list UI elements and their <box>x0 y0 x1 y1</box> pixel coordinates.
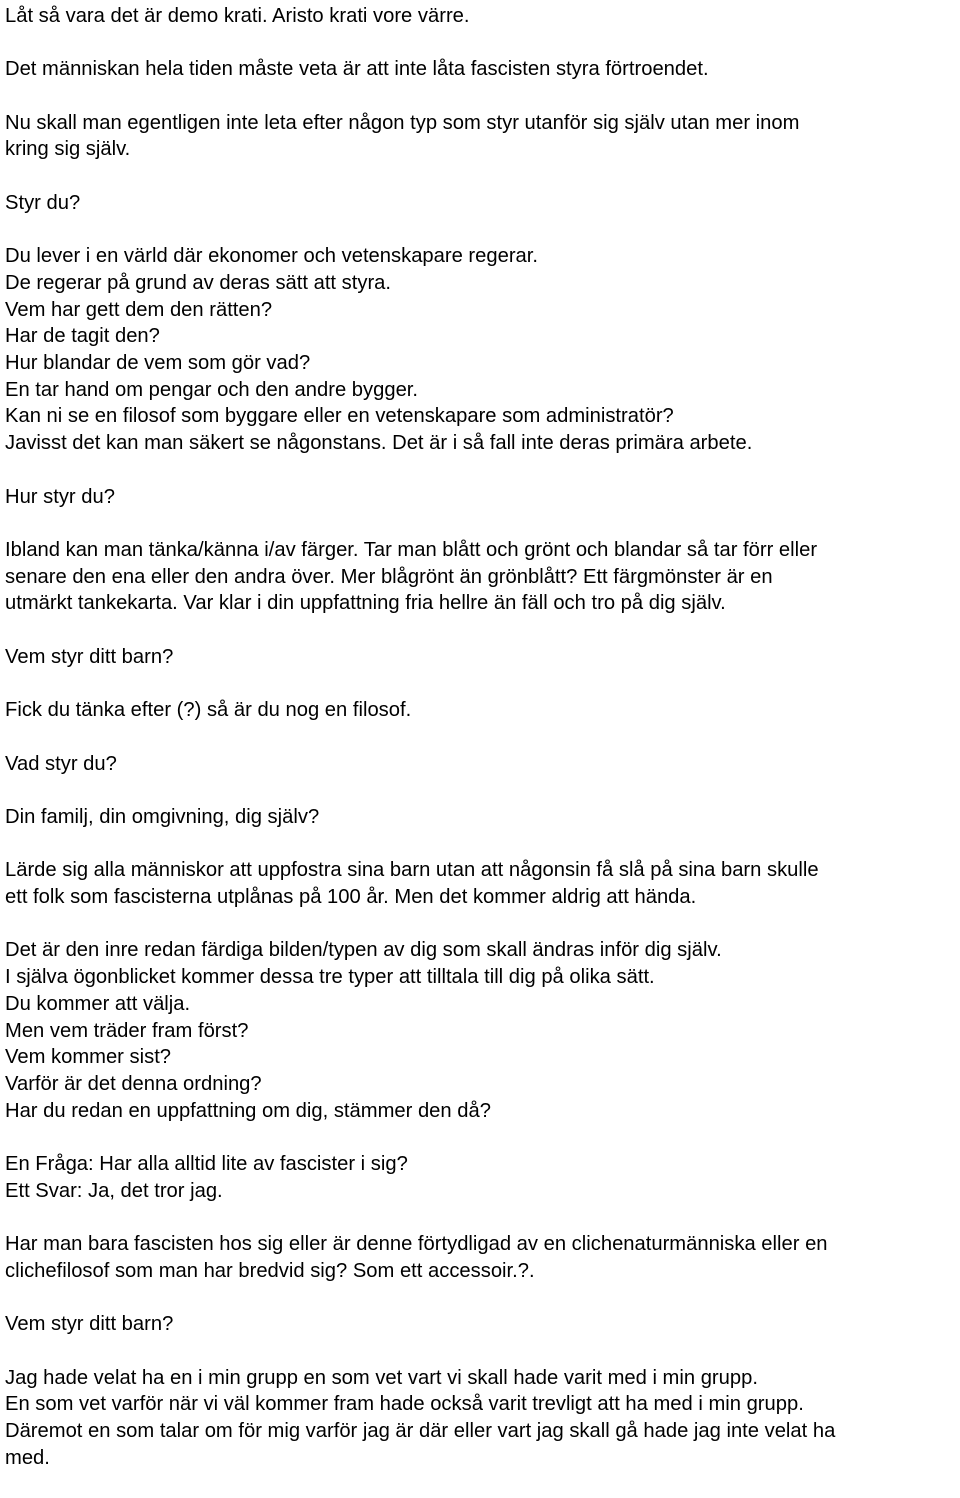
paragraph <box>5 644 955 671</box>
text-line: Har du redan en uppfattning om dig, stämmer den då? <box>5 1099 491 1122</box>
text-line: Varför är det denna ordning? <box>5 1072 262 1095</box>
text-line: kring sig själv. <box>5 138 131 161</box>
text-line: med. <box>5 1446 50 1469</box>
text-line: Nu skall man egentligen inte leta efter någon typ som styr utanför sig själv utan mer inom <box>5 111 800 134</box>
paragraph <box>5 937 955 1124</box>
paragraph <box>5 537 955 617</box>
paragraph <box>5 751 955 778</box>
text-line: Däremot en som talar om för mig varför jag är där eller vart jag skall gå hade jag inte velat ha <box>5 1420 836 1443</box>
text-line: Javisst det kan man säkert se någonstans. Det är i så fall inte deras primära arbete. <box>5 432 753 455</box>
text-line: Vem styr ditt barn? <box>5 645 174 668</box>
paragraph <box>5 1151 955 1204</box>
text-line: Du lever i en värld där ekonomer och vetenskapare regerar. <box>5 245 539 268</box>
text-line: En tar hand om pengar och den andre bygger. <box>5 378 419 401</box>
text-line: Du kommer att välja. <box>5 992 191 1015</box>
text-line: Vem styr ditt barn? <box>5 1313 174 1336</box>
text-line: Har de tagit den? <box>5 325 160 348</box>
text-line: Din familj, din omgivning, dig själv? <box>5 805 320 828</box>
text-line: Det människan hela tiden måste veta är att inte låta fascisten styra förtroendet. <box>5 58 709 81</box>
paragraph <box>5 110 955 163</box>
text-line: Vem kommer sist? <box>5 1046 172 1069</box>
text-line: Låt så vara det är demo krati. Aristo krati vore värre. <box>5 5 470 27</box>
text-line: Ibland kan man tänka/känna i/av färger. Tar man blått och grönt och blandar så tar förr eller <box>5 538 818 561</box>
text-line: En Fråga: Har alla alltid lite av fascister i sig? <box>5 1153 408 1176</box>
text-line: Styr du? <box>5 191 81 214</box>
paragraph <box>5 1365 955 1472</box>
paragraph <box>5 243 955 457</box>
text-line: Ett Svar: Ja, det tror jag. <box>5 1179 223 1202</box>
text-line: Det är den inre redan färdiga bilden/typen av dig som skall ändras inför dig själv. <box>5 939 722 962</box>
text-line: Jag hade velat ha en i min grupp en som vet vart vi skall hade varit med i min grupp. <box>5 1366 758 1389</box>
text-line: Fick du tänka efter (?) så är du nog en filosof. <box>5 699 412 722</box>
text-line: ett folk som fascisterna utplånas på 100 år. Men det kommer aldrig att hända. <box>5 886 697 909</box>
text-line: Hur blandar de vem som gör vad? <box>5 352 311 375</box>
text-line: Kan ni se en filosof som byggare eller en vetenskapare som administratör? <box>5 405 674 428</box>
text-line: utmärkt tankekarta. Var klar i din uppfattning fria hellre än fäll och tro på dig själv. <box>5 592 726 615</box>
text-line: senare den ena eller den andra över. Mer blågrönt än grönblått? Ett färgmönster är en <box>5 565 773 588</box>
paragraph <box>5 56 955 83</box>
paragraph <box>5 857 955 910</box>
text-line: En som vet varför när vi väl kommer fram hade också varit trevligt att ha med i min grupp. <box>5 1393 804 1416</box>
paragraph <box>5 190 955 217</box>
text-line: Vad styr du? <box>5 752 117 775</box>
text-line: De regerar på grund av deras sätt att styra. <box>5 271 391 294</box>
paragraph <box>5 3 955 30</box>
document-page <box>5 3 955 1498</box>
paragraph <box>5 484 955 511</box>
text-line: Lärde sig alla människor att uppfostra sina barn utan att någonsin få slå på sina barn skulle <box>5 859 819 882</box>
text-line: Men vem träder fram först? <box>5 1019 249 1042</box>
paragraph <box>5 697 955 724</box>
text-line: Har man bara fascisten hos sig eller är denne förtydligad av en clichenaturmänniska eller en <box>5 1233 828 1256</box>
text-line: clichefilosof som man har bredvid sig? Som ett accessoir.?. <box>5 1259 535 1282</box>
text-line: Hur styr du? <box>5 485 115 508</box>
paragraph <box>5 1311 955 1338</box>
text-line: I själva ögonblicket kommer dessa tre typer att tilltala till dig på olika sätt. <box>5 966 655 989</box>
paragraph <box>5 804 955 831</box>
paragraph <box>5 1231 955 1284</box>
text-line: Vem har gett dem den rätten? <box>5 298 273 321</box>
